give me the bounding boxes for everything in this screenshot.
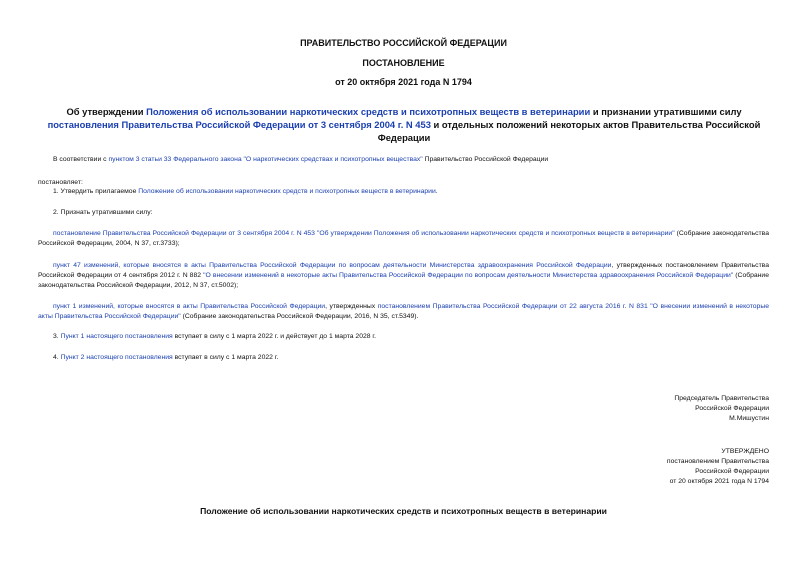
- item-1-text: 1. Утвердить прилагаемое: [53, 188, 139, 195]
- repeal-3-link-1[interactable]: пункт 1 изменений, которые вносятся в акты Правительства Российской Федерации: [53, 303, 326, 310]
- item-3-link[interactable]: Пункт 1 настоящего постановления: [60, 333, 173, 340]
- preamble-text-2: Правительство Российской Федерации: [422, 156, 549, 163]
- repeal-paragraph-3: [38, 302, 769, 322]
- title-text-1: Об утверждении: [66, 106, 147, 117]
- repeal-2-mid: , утвержденных постановлением Правительства Российской Федерации от 4 сентября 2012 г. N 882: [38, 262, 769, 279]
- document-type: ПОСТАНОВЛЕНИЕ: [362, 58, 445, 68]
- item-4-link[interactable]: Пункт 2 настоящего постановления: [60, 354, 173, 361]
- annex-title: Положение об использовании наркотических средств и психотропных веществ в ветеринарии: [200, 506, 607, 516]
- signature-position: Председатель Правительства: [674, 395, 769, 402]
- signature-name: М.Мишустин: [729, 415, 769, 422]
- repeal-2-link-1[interactable]: пункт 47 изменений, которые вносятся в акты Правительства Российской Федерации по вопросам деятельности Министерства здравоохранения Российской Федерации: [53, 262, 612, 269]
- item-4-text: вступает в силу с 1 марта 2022 г.: [172, 354, 279, 361]
- repeal-1-text: (Собрание законодательства Российской Федерации, 2004, N 37, ст.3733);: [38, 230, 769, 247]
- approval-by: постановлением Правительства: [666, 458, 769, 465]
- approval-block: [667, 447, 769, 487]
- item-4: [38, 353, 769, 363]
- document-title: [44, 105, 764, 144]
- title-regulation-link[interactable]: Положения об использовании наркотических средств и психотропных веществ в ветеринарии: [146, 106, 591, 117]
- repeal-3-link-2[interactable]: постановлением Правительства Российской Федерации от 22 августа 2016 г. N 831 "О внесении изменений в некоторые акты Правительства Российской Федерации": [38, 303, 770, 320]
- item-2: 2. Признать утратившими силу:: [53, 209, 153, 216]
- item-1-end: .: [435, 188, 438, 195]
- signature-country: Российской Федерации: [695, 405, 769, 412]
- approval-date: от 20 октября 2021 года N 1794: [669, 478, 769, 485]
- title-decree-453-link[interactable]: постановления Правительства Российской Федерации от 3 сентября 2004 г. N 453: [47, 119, 431, 130]
- document-date-number: от 20 октября 2021 года N 1794: [335, 77, 472, 87]
- preamble: [38, 155, 769, 165]
- repeal-paragraph-2: [38, 261, 769, 291]
- repeal-3-mid: , утвержденных: [325, 303, 378, 310]
- title-text-3: и отдельных положений некоторых актов Правительства Российской Федерации: [377, 119, 761, 143]
- repeal-1-link[interactable]: постановление Правительства Российской Федерации от 3 сентября 2004 г. N 453 "Об утверждении Положения об использовании наркотических средств и психотропных веществ в ветеринарии": [53, 230, 675, 237]
- decree-word: постановляет:: [38, 179, 83, 186]
- signature-block: [674, 394, 769, 424]
- government-heading: ПРАВИТЕЛЬСТВО РОССИЙСКОЙ ФЕДЕРАЦИИ: [300, 38, 507, 48]
- federal-law-link[interactable]: пунктом 3 статьи 33 Федерального закона "О наркотических средствах и психотропных веществах": [108, 156, 423, 163]
- item-1: [38, 187, 769, 197]
- approval-stamp: УТВЕРЖДЕНО: [721, 448, 769, 455]
- repeal-2-link-2[interactable]: "О внесении изменений в некоторые акты Правительства Российской Федерации по вопросам деятельности Министерства здравоохранения Российской Федерации": [203, 272, 734, 279]
- item-4-num: 4.: [53, 354, 61, 361]
- approval-country: Российской Федерации: [695, 468, 769, 475]
- item-3-num: 3.: [53, 333, 61, 340]
- repeal-3-text: (Собрание законодательства Российской Федерации, 2016, N 35, ст.5349).: [180, 313, 419, 320]
- item-3-text: вступает в силу с 1 марта 2022 г. и действует до 1 марта 2028 г.: [172, 333, 376, 340]
- item-3: [38, 332, 769, 342]
- repeal-2-text: (Собрание законодательства Российской Федерации, 2012, N 37, ст.5002);: [38, 272, 770, 289]
- title-text-2: и признании утратившими силу: [590, 106, 742, 117]
- repeal-paragraph-1: [38, 229, 769, 249]
- preamble-text-1: В соответствии с: [53, 156, 109, 163]
- item-1-regulation-link[interactable]: Положение об использовании наркотических средств и психотропных веществ в ветеринарии: [138, 188, 436, 195]
